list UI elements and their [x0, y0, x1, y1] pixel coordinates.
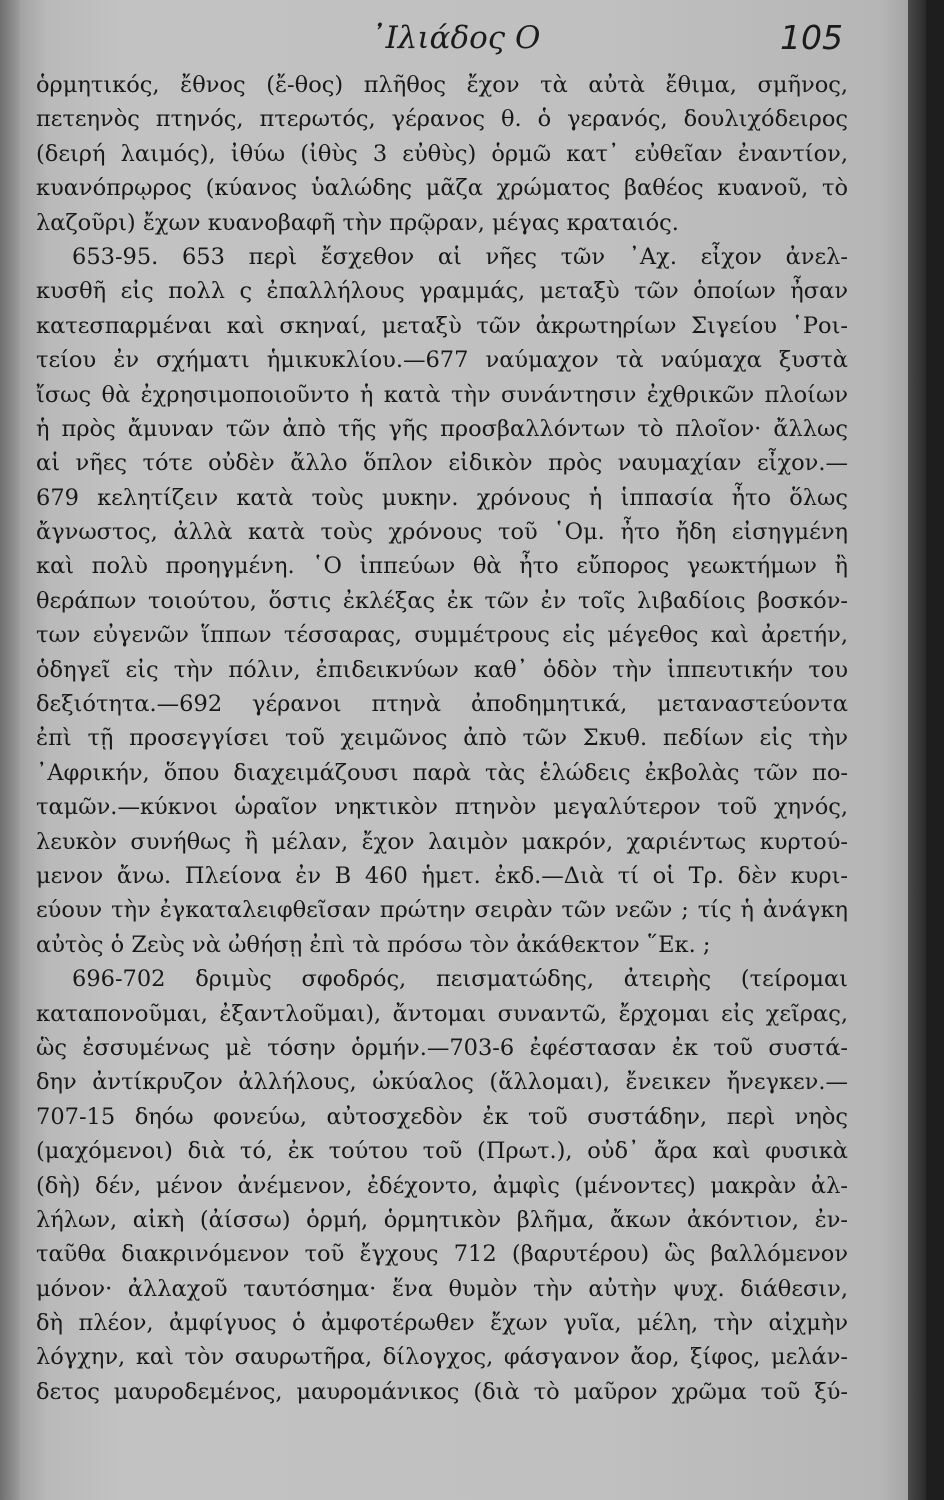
- text-line: ὁδηγεῖ εἰς τὴν πόλιν, ἐπιδεικνύων καθ᾿ ὁδὸν τὴν ἱππευτικήν του: [36, 656, 848, 683]
- text-line: ὣς ἐσσυμένως μὲ τόσην ὁρμήν.—703-6 ἐφέστασαν ἐκ τοῦ συστά-: [36, 1034, 848, 1061]
- text-line: 707-15 δηόω φονεύω, αὐτοσχεδὸν ἐκ τοῦ συστάδην, περὶ νηὸς: [36, 1103, 848, 1130]
- text-line: αἱ νῆες τότε οὐδὲν ἄλλο ὅπλον εἰδικὸν πρὸς ναυμαχίαν εἶχον.—: [36, 450, 848, 477]
- text-line: 653-95. 653 περὶ ἔσχεθον αἱ νῆες τῶν ᾿Αχ. εἶχον ἀνελ-: [72, 243, 848, 270]
- text-line: (μαχόμενοι) διὰ τό, ἐκ τούτου τοῦ (Πρωτ.), οὐδ᾿ ἄρα καὶ φυσικὰ: [36, 1138, 848, 1165]
- text-line: δην ἀντίκρυζον ἀλλήλους, ὠκύαλος (ἅλλομαι), ἔνεικεν ἤνεγκεν.—: [36, 1069, 848, 1096]
- right-page-edge: [908, 0, 926, 1500]
- left-page-edge: [0, 0, 20, 1500]
- text-line: 679 κελητίζειν κατὰ τοὺς μυκην. χρόνους ἡ ἱππασία ἦτο ὅλως: [36, 484, 848, 511]
- text-line: τείου ἐν σχήματι ἡμικυκλίου.—677 ναύμαχον τὰ ναύμαχα ξυστὰ: [36, 347, 848, 374]
- text-line: εύουν τὴν ἐγκαταλειφθεῖσαν πρώτην σειρὰν τῶν νεῶν ; τίς ἡ ἀνάγκη: [36, 897, 848, 924]
- text-line: ᾿Αφρικήν, ὅπου διαχειμάζουσι παρὰ τὰς ἑλώδεις ἐκβολὰς τῶν πο-: [36, 759, 848, 786]
- text-line: κατεσπαρμέναι καὶ σκηναί, μεταξὺ τῶν ἀκρωτηρίων Σιγείου ῾Ροι-: [36, 312, 848, 339]
- page-number: 105: [780, 18, 843, 57]
- text-line: καὶ πολὺ προηγμένη. ῾Ο ἱππεύων θὰ ἦτο εὔπορος γεωκτήμων ἢ: [36, 553, 848, 580]
- text-line: ἄγνωστος, ἀλλὰ κατὰ τοὺς χρόνους τοῦ ῾Ομ. ἦτο ἤδη εἰσηγμένη: [36, 519, 848, 546]
- text-line: λαζοῦρι) ἔχων κυανοβαφῆ τὴν πρῷραν, μέγας κραταιός.: [36, 209, 679, 236]
- text-line: 696-702 δριμὺς σφοδρός, πεισματώδης, ἀτειρὴς (τείρομαι: [72, 966, 848, 993]
- text-line: δεξιότητα.—692 γέρανοι πτηνὰ ἀποδημητικά, μεταναστεύοντα: [36, 691, 848, 718]
- text-line: καταπονοῦμαι, ἐξαντλοῦμαι), ἄντομαι συναντῶ, ἔρχομαι εἰς χεῖρας,: [36, 1000, 848, 1027]
- text-line: λήλων, αἰκὴ (ἀίσσω) ὁρμή, ὁρμητικὸν βλῆμα, ἄκων ἀκόντιον, ἐν-: [36, 1206, 848, 1233]
- text-line: ἡ πρὸς ἄμυναν τῶν ἀπὸ τῆς γῆς προσβαλλόντων τὸ πλοῖον· ἄλλως: [36, 415, 848, 442]
- text-line: κυσθῆ εἰς πολλ ς ἐπαλλήλους γραμμάς, μεταξὺ τῶν ὁποίων ἦσαν: [36, 278, 848, 305]
- text-line: ἴσως θὰ ἐχρησιμοποιοῦντο ἡ κατὰ τὴν συνάντησιν ἐχθρικῶν πλοίων: [36, 381, 848, 408]
- text-line: δετος μαυροδεμένος, μαυρομάνικος (διὰ τὸ μαῦρον χρῶμα τοῦ ξύ-: [36, 1378, 848, 1405]
- text-line: (δειρή λαιμός), ἰθύω (ἰθὺς 3 εὐθὺς) ὁρμῶ κατ᾿ εὐθεῖαν ἐναντίον,: [36, 140, 848, 167]
- text-line: μόνον· ἀλλαχοῦ ταυτόσημα· ἕνα θυμὸν τὴν αὐτὴν ψυχ. διάθεσιν,: [36, 1275, 848, 1302]
- text-line: των εὐγενῶν ἵππων τέσσαρας, συμμέτρους εἰς μέγεθος καὶ ἀρετήν,: [36, 622, 848, 649]
- running-title: ᾿Ιλιάδος Ο: [370, 20, 541, 56]
- text-line: αὐτὸς ὁ Ζεὺς νὰ ὠθήσῃ ἐπὶ τὰ πρόσω τὸν ἀκάθεκτον ῞Εκ. ;: [36, 931, 711, 958]
- text-line: (δὴ) δέν, μένον ἀνέμενον, ἐδέχοντο, ἀμφὶς (μένοντες) μακρὰν ἀλ-: [36, 1172, 848, 1199]
- text-line: λόγχην, καὶ τὸν σαυρωτῆρα, δίλογχος, φάσγανον ἄορ, ξίφος, μελάν-: [36, 1344, 848, 1371]
- commentary-text: [36, 68, 848, 1409]
- text-line: ἐπὶ τῇ προσεγγίσει τοῦ χειμῶνος ἀπὸ τῶν Σκυθ. πεδίων εἰς τὴν: [36, 725, 848, 752]
- text-line: ταμῶν.—κύκνοι ὡραῖον νηκτικὸν πτηνὸν μεγαλύτερον τοῦ χηνός,: [36, 794, 848, 821]
- text-line: ὁρμητικός, ἔθνος (ἔ-θος) πλῆθος ἔχον τὰ αὐτὰ ἔθιμα, σμῆνος,: [36, 72, 848, 98]
- text-line: θεράπων τοιούτου, ὅστις ἐκλέξας ἐκ τῶν ἐν τοῖς λιβαδίοις βοσκόν-: [36, 587, 848, 614]
- text-line: ταῦθα διακρινόμενον τοῦ ἔγχους 712 (βαρυτέρου) ὣς βαλλόμενον: [36, 1241, 848, 1268]
- running-head: [0, 14, 926, 58]
- text-line: μενον ἄνω. Πλείονα ἐν Β 460 ἡμετ. ἐκδ.—Διὰ τί οἱ Τρ. δὲν κυρι-: [36, 862, 848, 889]
- text-line: λευκὸν συνήθως ἢ μέλαν, ἔχον λαιμὸν μακρόν, χαριέντως κυρτού-: [36, 828, 848, 855]
- text-line: δὴ πλέον, ἀμφίγυος ὁ ἀμφοτέρωθεν ἔχων γυῖα, μέλη, τὴν αἰχμὴν: [36, 1310, 848, 1337]
- text-line: κυανόπρῳρος (κύανος ὑαλώδης μᾶζα χρώματος βαθέος κυανοῦ, τὸ: [36, 175, 848, 202]
- text-line: πετεηνὸς πτηνός, πτερωτός, γέρανος θ. ὁ γερανός, δουλιχόδειρος: [36, 106, 848, 133]
